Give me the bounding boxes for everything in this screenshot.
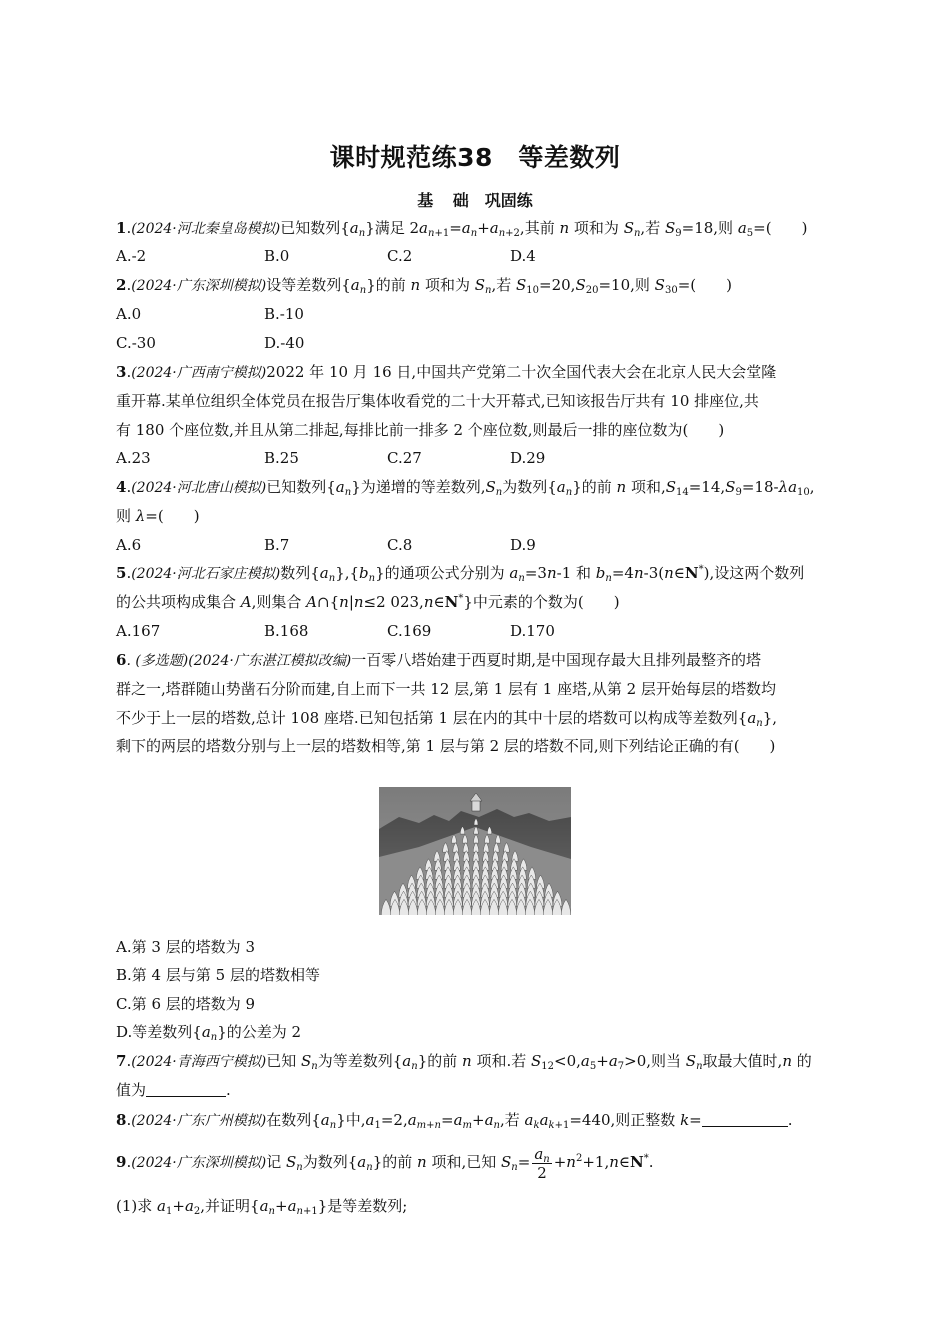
q1-option-d: D.4 [510, 247, 536, 265]
q2-option-d: D.-40 [264, 334, 305, 352]
question-6-line-4: 剩下的两层的塔数分别与上一层的塔数相等,第 1 层与第 2 层的塔数不同,则下列结论正确的有( ) [116, 737, 776, 755]
q5-option-b: B.168 [264, 622, 309, 640]
question-8-stem: 8.(2024·广东广州模拟)在数列$\{a_n\}$中$,a_1=2,a_{m+n}=a_m+a_n$,若 $a_ka_{k+1}=440$,则正整数 k= . [116, 1111, 793, 1131]
q4-option-a: A.6 [116, 536, 142, 554]
question-6-line-2: 群之一,塔群随山势凿石分阶而建,自上而下一共 12 层,第 1 层有 1 座塔,从第 2 层开始每层的塔数均 [116, 680, 776, 698]
q4-option-b: B.7 [264, 536, 290, 554]
answer-blank[interactable] [146, 1082, 226, 1097]
question-3-line-3: 有 180 个座位数,并且从第二排起,每排比前一排多 2 个座位数,则最后一排的座位数为( ) [116, 421, 725, 439]
q5-option-d: D.170 [510, 622, 555, 640]
pagoda-photo [379, 787, 571, 915]
q3-option-c: C.27 [387, 449, 422, 467]
question-9-part-1: (1)求 $a_1+a_2$,并证明$\{a_n+a_{n+1}\}$是等差数列; [116, 1197, 408, 1217]
question-4-line-1: 4.(2024·河北唐山模拟)已知数列$\{a_n\}$为递增的等差数列$,S_n$为数列$\{a_n\}$的前 n 项和$,S_{14}=14,S_9=18-\lambda a_{10}$, [116, 478, 815, 498]
question-3-line-2: 重开幕.某单位组织全体党员在报告厅集体收看党的二十大开幕式,已知该报告厅共有 10 排座位,共 [116, 392, 759, 410]
question-3-line-1: 3.(2024·广西南宁模拟)2022 年 10 月 16 日,中国共产党第二十次全国代表大会在北京人民大会堂隆 [116, 363, 777, 381]
question-9-stem: 9.(2024·广东深圳模拟)记 $S_n$为数列$\{a_n\}$的前 n 项和,已知 $S_n=$ $\frac{a_n}{2}$ $+n^2+1,n\in N^*$. [116, 1144, 654, 1182]
q4-option-c: C.8 [387, 536, 413, 554]
q3-option-d: D.29 [510, 449, 546, 467]
q4-option-d: D.9 [510, 536, 536, 554]
question-7-line-1: 7.(2024·青海西宁模拟)已知 $S_n$为等差数列$\{a_n\}$的前 n 项和.若 $S_{12}<0,a_5+a_7>0$,则当 $S_n$取最大值时,n 的 [116, 1052, 812, 1072]
section-subtitle: 基 础 巩固练 [417, 191, 533, 210]
q6-option-b: B.第 4 层与第 5 层的塔数相等 [116, 966, 320, 984]
q5-option-a: A.167 [116, 622, 161, 640]
question-5-line-1: 5.(2024·河北石家庄模拟)数列$\{a_n\},\{b_n\}$的通项公式分别为 $a_n=3n-1$ 和 $b_n=4n-3(n\in N^*)$,设这两个数列 [116, 564, 805, 584]
q2-option-c: C.-30 [116, 334, 156, 352]
q6-option-d: D.等差数列$\{a_n\}$的公差为 2 [116, 1023, 302, 1043]
question-6-line-1: 6. (多选题)(2024·广东湛江模拟改编)一百零八塔始建于西夏时期,是中国现存最大且排列最整齐的塔 [116, 651, 762, 669]
question-1-stem: 1.(2024·河北秦皇岛模拟)已知数列$\{a_n\}$满足 $2a_{n+1}=a_n+a_{n+2}$,其前 n 项和为 $S_n$,若 $S_9=18$,则 $a_5=$( ) [116, 219, 808, 239]
q6-option-c: C.第 6 层的塔数为 9 [116, 995, 256, 1013]
q3-option-b: B.25 [264, 449, 299, 467]
q1-option-b: B.0 [264, 247, 290, 265]
question-6-line-3: 不少于上一层的塔数,总计 108 座塔.已知包括第 1 层在内的其中十层的塔数可以构成等差数列$\{a_n\}$, [116, 709, 778, 729]
question-5-line-2: 的公共项构成集合 A,则集合 A∩{n|n≤2 023,n∈N*}中元素的个数为( ) [116, 593, 620, 611]
answer-blank[interactable] [702, 1112, 788, 1127]
page-title: 课时规范练38 等差数列 [329, 143, 621, 172]
question-7-line-2: 值为 . [116, 1081, 231, 1099]
q6-option-a: A.第 3 层的塔数为 3 [116, 938, 255, 956]
q1-option-c: C.2 [387, 247, 413, 265]
q2-option-b: B.-10 [264, 305, 304, 323]
q2-option-a: A.0 [116, 305, 142, 323]
q3-option-a: A.23 [116, 449, 151, 467]
q5-option-c: C.169 [387, 622, 432, 640]
question-2-stem: 2.(2024·广东深圳模拟)设等差数列$\{a_n\}$的前 n 项和为 $S_n$,若 $S_{10}=20,S_{20}=10$,则 $S_{30}=$( ) [116, 276, 732, 296]
fraction: $\frac{a_n}{2}$ [534, 1144, 550, 1182]
question-4-line-2: 则 λ=( ) [116, 507, 200, 525]
q1-option-a: A.-2 [116, 247, 147, 265]
